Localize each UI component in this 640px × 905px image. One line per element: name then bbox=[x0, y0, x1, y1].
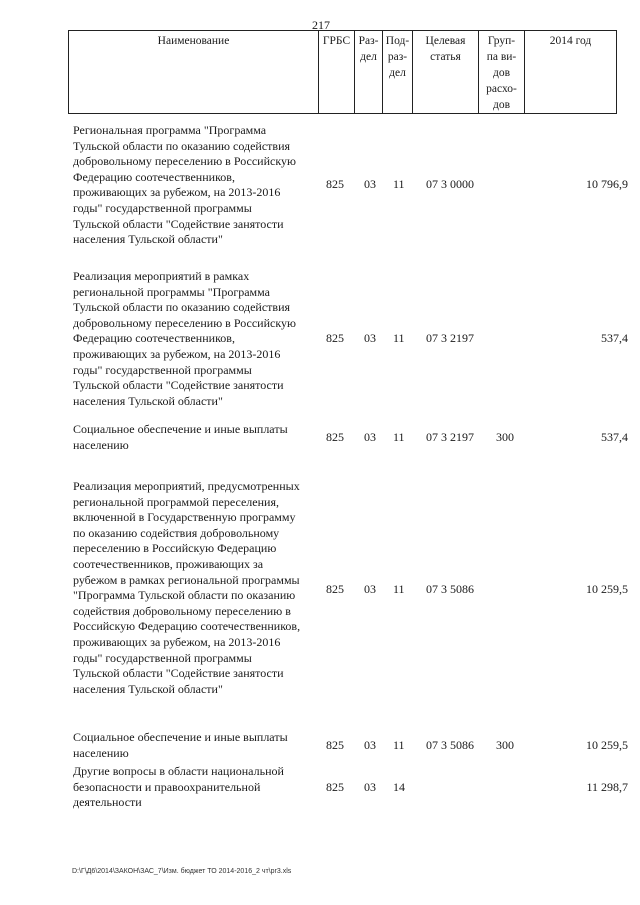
row-amount: 10 796,9 bbox=[586, 177, 628, 191]
row-grbs: 825 bbox=[326, 177, 344, 191]
page-number: 217 bbox=[312, 18, 330, 32]
column-header-podrazdel: Под- раз- дел bbox=[383, 31, 413, 114]
row-grbs: 825 bbox=[326, 738, 344, 752]
row-name: Региональная программа "Программа Тульской области по оказанию содействия добровольному переселению в Российскую Федерацию соотечественников, проживающих за рубежом, на 2013-2016 годы" государственной программы Тульской области "Содействие занятости населения Тульской области" bbox=[73, 123, 296, 247]
row-razdel: 03 bbox=[364, 738, 376, 752]
row-amount: 10 259,5 bbox=[586, 582, 628, 596]
column-header-year-2014: 2014 год bbox=[525, 31, 617, 114]
row-name: Социальное обеспечение и иные выплаты населению bbox=[73, 422, 288, 452]
row-razdel: 03 bbox=[364, 331, 376, 345]
row-name: Социальное обеспечение и иные выплаты населению bbox=[73, 730, 288, 760]
row-podrazdel: 11 bbox=[393, 331, 405, 345]
column-header-name: Наименование bbox=[69, 31, 319, 114]
row-podrazdel: 11 bbox=[393, 738, 405, 752]
column-header-razdel: Раз- дел bbox=[355, 31, 383, 114]
row-podrazdel: 11 bbox=[393, 177, 405, 191]
row-name: Реализация мероприятий в рамках региональной программы "Программа Тульской области по оказанию содействия добровольному переселению в Российскую Федерацию соотечественников, проживающих за рубежом, на 2013-2016 годы" государственной программы Тульской области "Содействие занятости населения Тульской области" bbox=[73, 269, 296, 408]
row-razdel: 03 bbox=[364, 582, 376, 596]
row-razdel: 03 bbox=[364, 430, 376, 444]
row-expense-group: 300 bbox=[496, 430, 514, 444]
column-header-expense-group: Груп- па ви- дов расхо- дов bbox=[479, 31, 525, 114]
row-grbs: 825 bbox=[326, 430, 344, 444]
row-razdel: 03 bbox=[364, 177, 376, 191]
row-podrazdel: 14 bbox=[393, 780, 405, 794]
row-name: Другие вопросы в области национальной безопасности и правоохранительной деятельности bbox=[73, 764, 284, 810]
row-amount: 537,4 bbox=[601, 331, 628, 345]
column-header-grbs: ГРБС bbox=[319, 31, 355, 114]
row-target: 07 3 0000 bbox=[426, 177, 474, 191]
row-target: 07 3 2197 bbox=[426, 430, 474, 444]
row-grbs: 825 bbox=[326, 331, 344, 345]
row-target: 07 3 5086 bbox=[426, 738, 474, 752]
row-expense-group: 300 bbox=[496, 738, 514, 752]
row-name: Реализация мероприятий, предусмотренных региональной программой переселения, включенной в Государственную программу по оказанию содействия добровольному переселению в Российскую Федерацию соотечественников, проживающих за рубежом в рамках региональной программы "Программа Тульской области по оказанию содействия добровольному переселению в Российскую Федерацию соотечественников, проживающих за рубежом, на 2013-2016 годы" государственной программы Тульской области "Содействие занятости населения Тульской области" bbox=[73, 479, 301, 696]
column-header-target: Целевая статья bbox=[413, 31, 479, 114]
row-target: 07 3 5086 bbox=[426, 582, 474, 596]
row-amount: 11 298,7 bbox=[586, 780, 628, 794]
row-grbs: 825 bbox=[326, 780, 344, 794]
row-grbs: 825 bbox=[326, 582, 344, 596]
row-amount: 10 259,5 bbox=[586, 738, 628, 752]
row-podrazdel: 11 bbox=[393, 582, 405, 596]
row-razdel: 03 bbox=[364, 780, 376, 794]
table-header bbox=[68, 30, 617, 114]
row-target: 07 3 2197 bbox=[426, 331, 474, 345]
file-path-footer: D:\Г\Д6\2014\ЗАКОН\ЗАС_7\Изм. бюджет ТО 2014-2016_2 чт\pr3.xls bbox=[72, 868, 292, 875]
row-podrazdel: 11 bbox=[393, 430, 405, 444]
row-amount: 537,4 bbox=[601, 430, 628, 444]
